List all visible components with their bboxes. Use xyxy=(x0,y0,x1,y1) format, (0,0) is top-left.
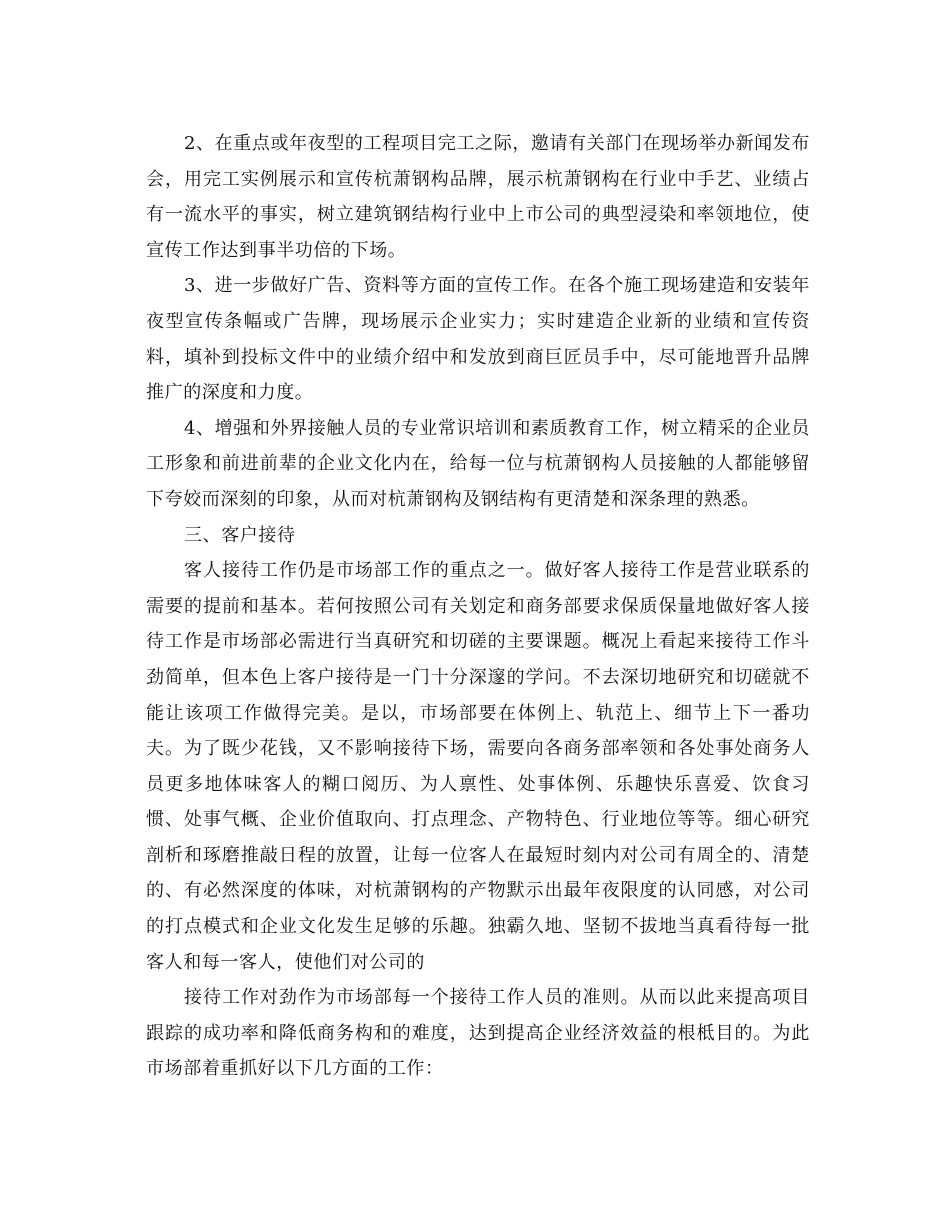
paragraph-publicity-press-conference: 2、在重点或年夜型的工程项目完工之际，邀请有关部门在现场举办新闻发布会，用完工实例展示和宣传杭萧钢构品牌，展示杭萧钢构在行业中手艺、业绩占有一流水平的事实，树立建筑钢结构行业中上市公司的典型浸染和率领地位，使宣传工作达到事半功倍的下场。 xyxy=(146,133,810,261)
paragraph-reception-overview: 客人接待工作仍是市场部工作的重点之一。做好客人接待工作是营业联系的需要的提前和基本。若何按照公司有关划定和商务部要求保质保量地做好客人接待工作是市场部必需进行当真研究和切磋的主要课题。概况上看起来接待工作斗劲简单，但本色上客户接待是一门十分深邃的学问。不去深切地研究和切磋就不能让该项工作做得完美。是以，市场部要在体例上、轨范上、细节上下一番功夫。为了既少花钱，又不影响接待下场，需要向各商务部率领和各处事处商务人员更多地体味客人的糊口阅历、为人禀性、处事体例、乐趣快乐喜爱、饮食习惯、处事气概、企业价值取向、打点理念、产物特色、行业地位等等。细心研究剖析和琢磨推敲日程的放置，让每一位客人在最短时刻内对公司有周全的、清楚的、有必然深度的体味，对杭萧钢构的产物默示出最年夜限度的认同感，对公司的打点模式和企业文化发生足够的乐趣。独霸久地、坚韧不拔地当真看待每一批客人和每一客人，使他们对公司的 xyxy=(146,560,810,973)
section-heading-customer-reception: 三、客户接待 xyxy=(184,524,296,546)
paragraph-staff-training: 4、增强和外界接触人员的专业常识培训和素质教育工作，树立精采的企业员工形象和前进前辈的企业文化内在，给每一位与杭萧钢构人员接触的人都能够留下夸姣而深刻的印象，从而对杭萧钢构及钢结构有更清楚和深条理的熟悉。 xyxy=(146,417,810,510)
paragraph-reception-principle: 接待工作对劲作为市场部每一个接待工作人员的准则。从而以此来提高项目跟踪的成功率和降低商务构和的难度，达到提高企业经济效益的根柢目的。为此市场部着重抓好以下几方面的工作： xyxy=(146,987,810,1080)
paragraph-publicity-advertising: 3、进一步做好广告、资料等方面的宣传工作。在各个施工现场建造和安装年夜型宣传条幅或广告牌，现场展示企业实力；实时建造企业新的业绩和宣传资料，填补到投标文件中的业绩介绍中和发放到商巨匠员手中，尽可能地晋升品牌推广的深度和力度。 xyxy=(146,275,810,404)
document-body xyxy=(146,126,810,1087)
